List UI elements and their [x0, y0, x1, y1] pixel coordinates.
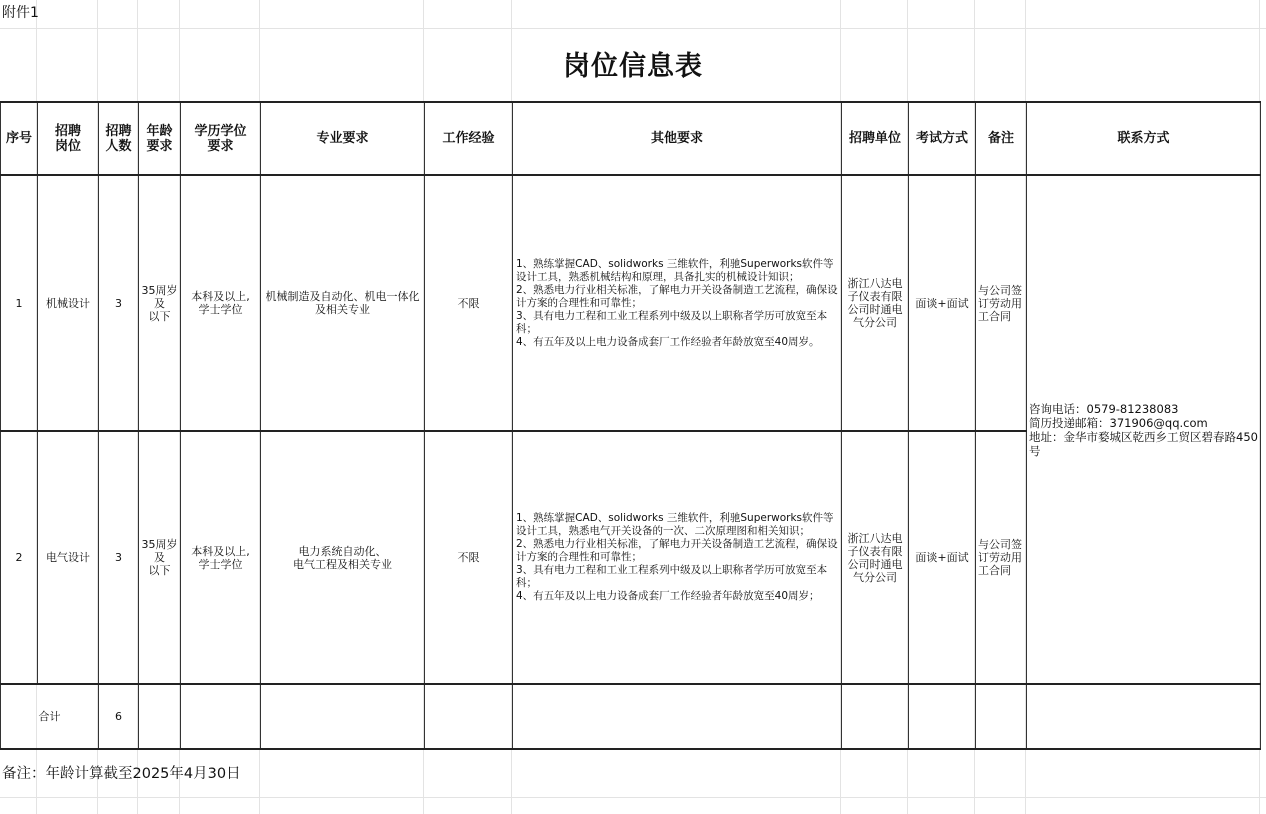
cell-unit: 浙江八达电子仪表有限公司时通电气分公司: [842, 175, 909, 431]
header-note: 备注: [976, 102, 1027, 175]
cell-exam: 面谈+面试: [909, 175, 976, 431]
header-count: 招聘 人数: [99, 102, 139, 175]
header-education: 学历学位 要求: [181, 102, 261, 175]
cell-major: 电力系统自动化、 电气工程及相关专业: [261, 431, 425, 684]
page-title: 岗位信息表: [563, 51, 703, 82]
cell-seq: 1: [1, 175, 38, 431]
cell-other-requirements: 1、熟练掌握CAD、solidworks 三维软件，利驰Superworks软件等设计工具，熟悉机械结构和原理，具备扎实的机械设计知识； 2、熟悉电力行业相关标准，了解电力开关设备制造工艺流程，确保设计方案的合理性和可靠性； 3、具有电力工程和工业工程系列中级及以上职称者学历可放宽至本科； 4、有五年及以上电力设备成套厂工作经验者年龄放宽至40周岁。: [513, 175, 842, 431]
header-exam: 考试方式: [909, 102, 976, 175]
cell-count: 3: [99, 431, 139, 684]
total-row: [1, 684, 1261, 749]
empty-cell: [976, 684, 1027, 749]
cell-note: 与公司签订劳动用工合同: [976, 431, 1027, 684]
cell-unit: 浙江八达电子仪表有限公司时通电气分公司: [842, 431, 909, 684]
cell-exam: 面谈+面试: [909, 431, 976, 684]
cell-education: 本科及以上, 学士学位: [181, 431, 261, 684]
total-label: 合计: [1, 684, 99, 749]
empty-cell: [261, 684, 425, 749]
position-info-table: [0, 101, 1261, 750]
total-count: 6: [99, 684, 139, 749]
cell-note: 与公司签订劳动用工合同: [976, 175, 1027, 431]
header-experience: 工作经验: [425, 102, 513, 175]
attachment-label: 附件1: [2, 5, 39, 21]
header-row: [1, 102, 1261, 175]
age-remark: 备注：年龄计算截至2025年4月30日: [2, 766, 241, 782]
header-contact: 联系方式: [1027, 102, 1261, 175]
cell-count: 3: [99, 175, 139, 431]
cell-position: 电气设计: [38, 431, 99, 684]
empty-cell: [139, 684, 181, 749]
header-major: 专业要求: [261, 102, 425, 175]
cell-position: 机械设计: [38, 175, 99, 431]
header-seq: 序号: [1, 102, 38, 175]
header-age: 年龄 要求: [139, 102, 181, 175]
empty-cell: [425, 684, 513, 749]
cell-major: 机械制造及自动化、机电一体化及相关专业: [261, 175, 425, 431]
cell-contact: 咨询电话：0579-81238083 简历投递邮箱：371906@qq.com 地址：金华市婺城区乾西乡工贸区碧春路450号: [1027, 175, 1261, 684]
empty-cell: [1027, 684, 1261, 749]
table-row: [1, 175, 1261, 431]
cell-age: 35周岁及 以下: [139, 175, 181, 431]
empty-cell: [842, 684, 909, 749]
cell-experience: 不限: [425, 431, 513, 684]
header-position: 招聘 岗位: [38, 102, 99, 175]
empty-cell: [909, 684, 976, 749]
header-other: 其他要求: [513, 102, 842, 175]
empty-cell: [513, 684, 842, 749]
cell-experience: 不限: [425, 175, 513, 431]
cell-seq: 2: [1, 431, 38, 684]
header-unit: 招聘单位: [842, 102, 909, 175]
cell-age: 35周岁及 以下: [139, 431, 181, 684]
empty-cell: [181, 684, 261, 749]
cell-education: 本科及以上, 学士学位: [181, 175, 261, 431]
cell-other-requirements: 1、熟练掌握CAD、solidworks 三维软件，利驰Superworks软件等设计工具，熟悉电气开关设备的一次、二次原理图和相关知识； 2、熟悉电力行业相关标准，了解电力开关设备制造工艺流程，确保设计方案的合理性和可靠性； 3、具有电力工程和工业工程系列中级及以上职称者学历可放宽至本科； 4、有五年及以上电力设备成套厂工作经验者年龄放宽至40周岁；: [513, 431, 842, 684]
